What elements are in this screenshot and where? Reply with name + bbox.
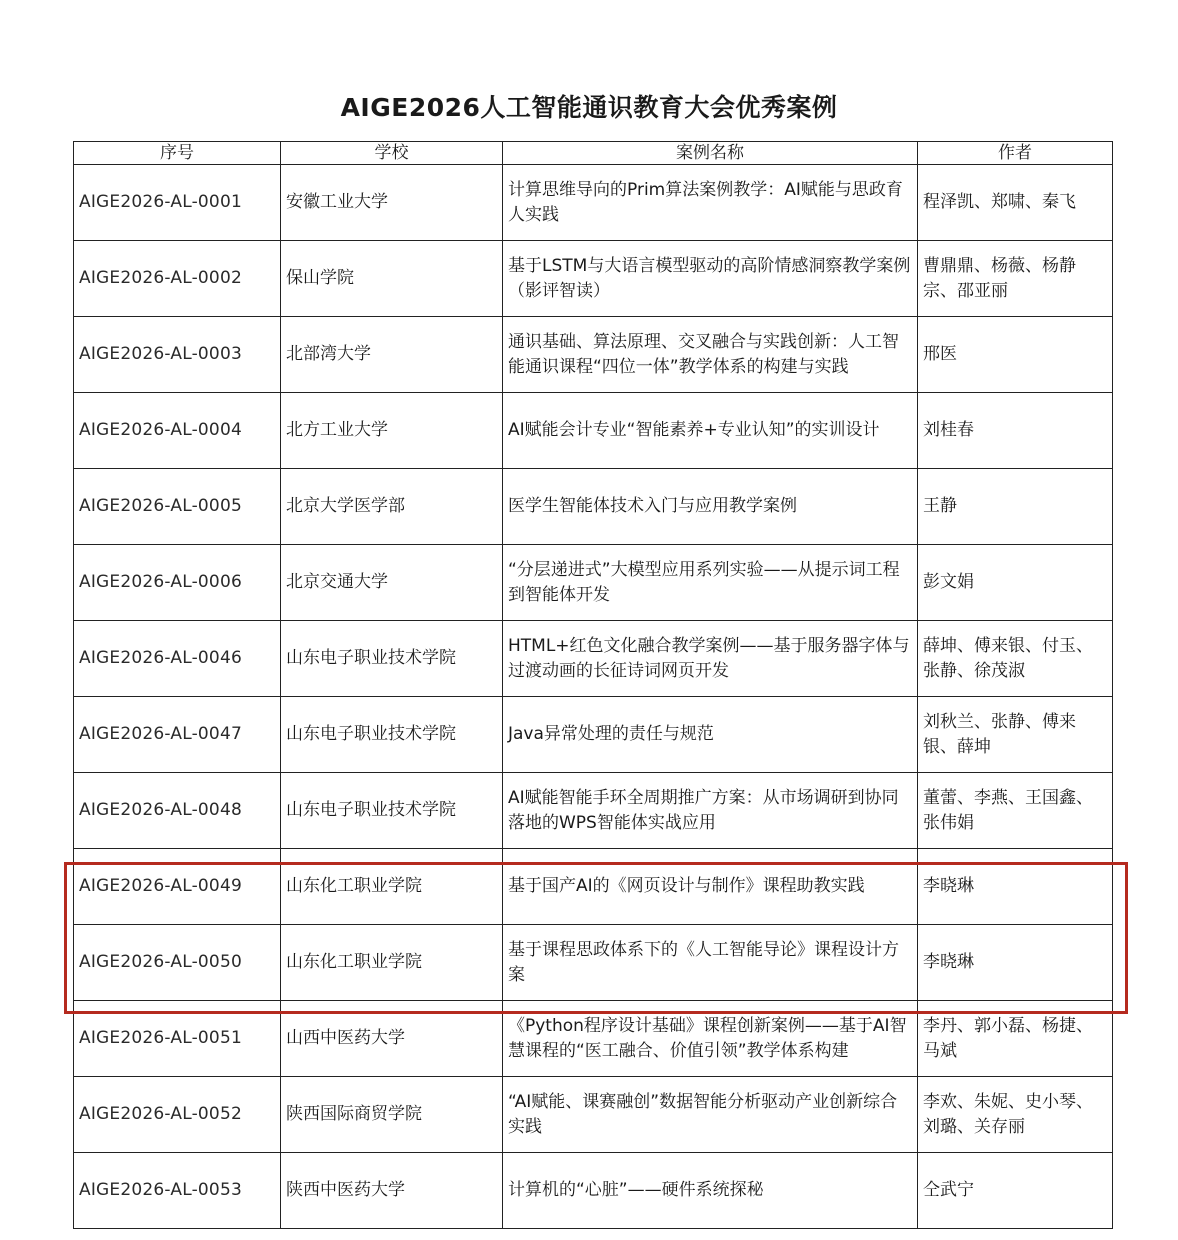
author-names: 王静 bbox=[918, 469, 1113, 545]
case-name: AI赋能会计专业“智能素养+专业认知”的实训设计 bbox=[503, 393, 918, 469]
table-row bbox=[74, 393, 1113, 469]
case-id: AIGE2026-AL-0051 bbox=[74, 1001, 281, 1077]
case-id: AIGE2026-AL-0048 bbox=[74, 773, 281, 849]
case-name: 基于课程思政体系下的《人工智能导论》课程设计方案 bbox=[503, 925, 918, 1001]
table-header-row bbox=[74, 142, 1113, 165]
author-names: 李晓琳 bbox=[918, 849, 1113, 925]
author-names: 邢医 bbox=[918, 317, 1113, 393]
school-name: 北方工业大学 bbox=[281, 393, 503, 469]
case-id: AIGE2026-AL-0047 bbox=[74, 697, 281, 773]
case-name: AI赋能智能手环全周期推广方案：从市场调研到协同落地的WPS智能体实战应用 bbox=[503, 773, 918, 849]
page-title: AIGE2026人工智能通识教育大会优秀案例 bbox=[340, 93, 838, 122]
school-name: 山东化工职业学院 bbox=[281, 849, 503, 925]
table-row bbox=[74, 165, 1113, 241]
header-case-name: 案例名称 bbox=[503, 142, 918, 165]
case-id: AIGE2026-AL-0004 bbox=[74, 393, 281, 469]
case-name: 医学生智能体技术入门与应用教学案例 bbox=[503, 469, 918, 545]
table-row bbox=[74, 1001, 1113, 1077]
author-names: 仝武宁 bbox=[918, 1153, 1113, 1229]
table-row bbox=[74, 621, 1113, 697]
school-name: 山西中医药大学 bbox=[281, 1001, 503, 1077]
school-name: 北京大学医学部 bbox=[281, 469, 503, 545]
author-names: 薛坤、傅来银、付玉、张静、徐茂淑 bbox=[918, 621, 1113, 697]
case-name: 计算机的“心脏”——硬件系统探秘 bbox=[503, 1153, 918, 1229]
case-name: 《Python程序设计基础》课程创新案例——基于AI智慧课程的“医工融合、价值引领”教学体系构建 bbox=[503, 1001, 918, 1077]
author-names: 李欢、朱妮、史小琴、刘璐、关存丽 bbox=[918, 1077, 1113, 1153]
table-row bbox=[74, 469, 1113, 545]
author-names: 董蕾、李燕、王国鑫、张伟娟 bbox=[918, 773, 1113, 849]
table-row-highlighted bbox=[74, 849, 1113, 925]
school-name: 山东电子职业技术学院 bbox=[281, 773, 503, 849]
cases-table bbox=[73, 141, 1113, 1229]
case-name: 计算思维导向的Prim算法案例教学：AI赋能与思政育人实践 bbox=[503, 165, 918, 241]
case-name: HTML+红色文化融合教学案例——基于服务器字体与过渡动画的长征诗词网页开发 bbox=[503, 621, 918, 697]
table-row bbox=[74, 697, 1113, 773]
case-id: AIGE2026-AL-0046 bbox=[74, 621, 281, 697]
table-row bbox=[74, 1153, 1113, 1229]
table-row bbox=[74, 1077, 1113, 1153]
case-id: AIGE2026-AL-0005 bbox=[74, 469, 281, 545]
author-names: 程泽凯、郑啸、秦飞 bbox=[918, 165, 1113, 241]
school-name: 山东电子职业技术学院 bbox=[281, 697, 503, 773]
school-name: 山东化工职业学院 bbox=[281, 925, 503, 1001]
author-names: 曹鼎鼎、杨薇、杨静宗、邵亚丽 bbox=[918, 241, 1113, 317]
author-names: 刘桂春 bbox=[918, 393, 1113, 469]
case-id: AIGE2026-AL-0049 bbox=[74, 849, 281, 925]
case-id: AIGE2026-AL-0001 bbox=[74, 165, 281, 241]
table-row-highlighted bbox=[74, 925, 1113, 1001]
author-names: 李丹、郭小磊、杨捷、马斌 bbox=[918, 1001, 1113, 1077]
case-name: “分层递进式”大模型应用系列实验——从提示词工程到智能体开发 bbox=[503, 545, 918, 621]
case-id: AIGE2026-AL-0053 bbox=[74, 1153, 281, 1229]
case-name: Java异常处理的责任与规范 bbox=[503, 697, 918, 773]
case-id: AIGE2026-AL-0006 bbox=[74, 545, 281, 621]
school-name: 山东电子职业技术学院 bbox=[281, 621, 503, 697]
case-id: AIGE2026-AL-0003 bbox=[74, 317, 281, 393]
author-names: 李晓琳 bbox=[918, 925, 1113, 1001]
header-author: 作者 bbox=[918, 142, 1113, 165]
table-row bbox=[74, 773, 1113, 849]
school-name: 保山学院 bbox=[281, 241, 503, 317]
case-name: 基于LSTM与大语言模型驱动的高阶情感洞察教学案例（影评智读） bbox=[503, 241, 918, 317]
table-row bbox=[74, 241, 1113, 317]
table-row bbox=[74, 545, 1113, 621]
school-name: 陕西中医药大学 bbox=[281, 1153, 503, 1229]
table-row bbox=[74, 317, 1113, 393]
header-school: 学校 bbox=[281, 142, 503, 165]
author-names: 彭文娟 bbox=[918, 545, 1113, 621]
school-name: 北京交通大学 bbox=[281, 545, 503, 621]
case-id: AIGE2026-AL-0052 bbox=[74, 1077, 281, 1153]
school-name: 北部湾大学 bbox=[281, 317, 503, 393]
case-name: “AI赋能、课赛融创”数据智能分析驱动产业创新综合实践 bbox=[503, 1077, 918, 1153]
author-names: 刘秋兰、张静、傅来银、薛坤 bbox=[918, 697, 1113, 773]
case-id: AIGE2026-AL-0050 bbox=[74, 925, 281, 1001]
school-name: 陕西国际商贸学院 bbox=[281, 1077, 503, 1153]
case-name: 通识基础、算法原理、交叉融合与实践创新：人工智能通识课程“四位一体”教学体系的构建与实践 bbox=[503, 317, 918, 393]
school-name: 安徽工业大学 bbox=[281, 165, 503, 241]
case-name: 基于国产AI的《网页设计与制作》课程助教实践 bbox=[503, 849, 918, 925]
case-id: AIGE2026-AL-0002 bbox=[74, 241, 281, 317]
header-id: 序号 bbox=[74, 142, 281, 165]
